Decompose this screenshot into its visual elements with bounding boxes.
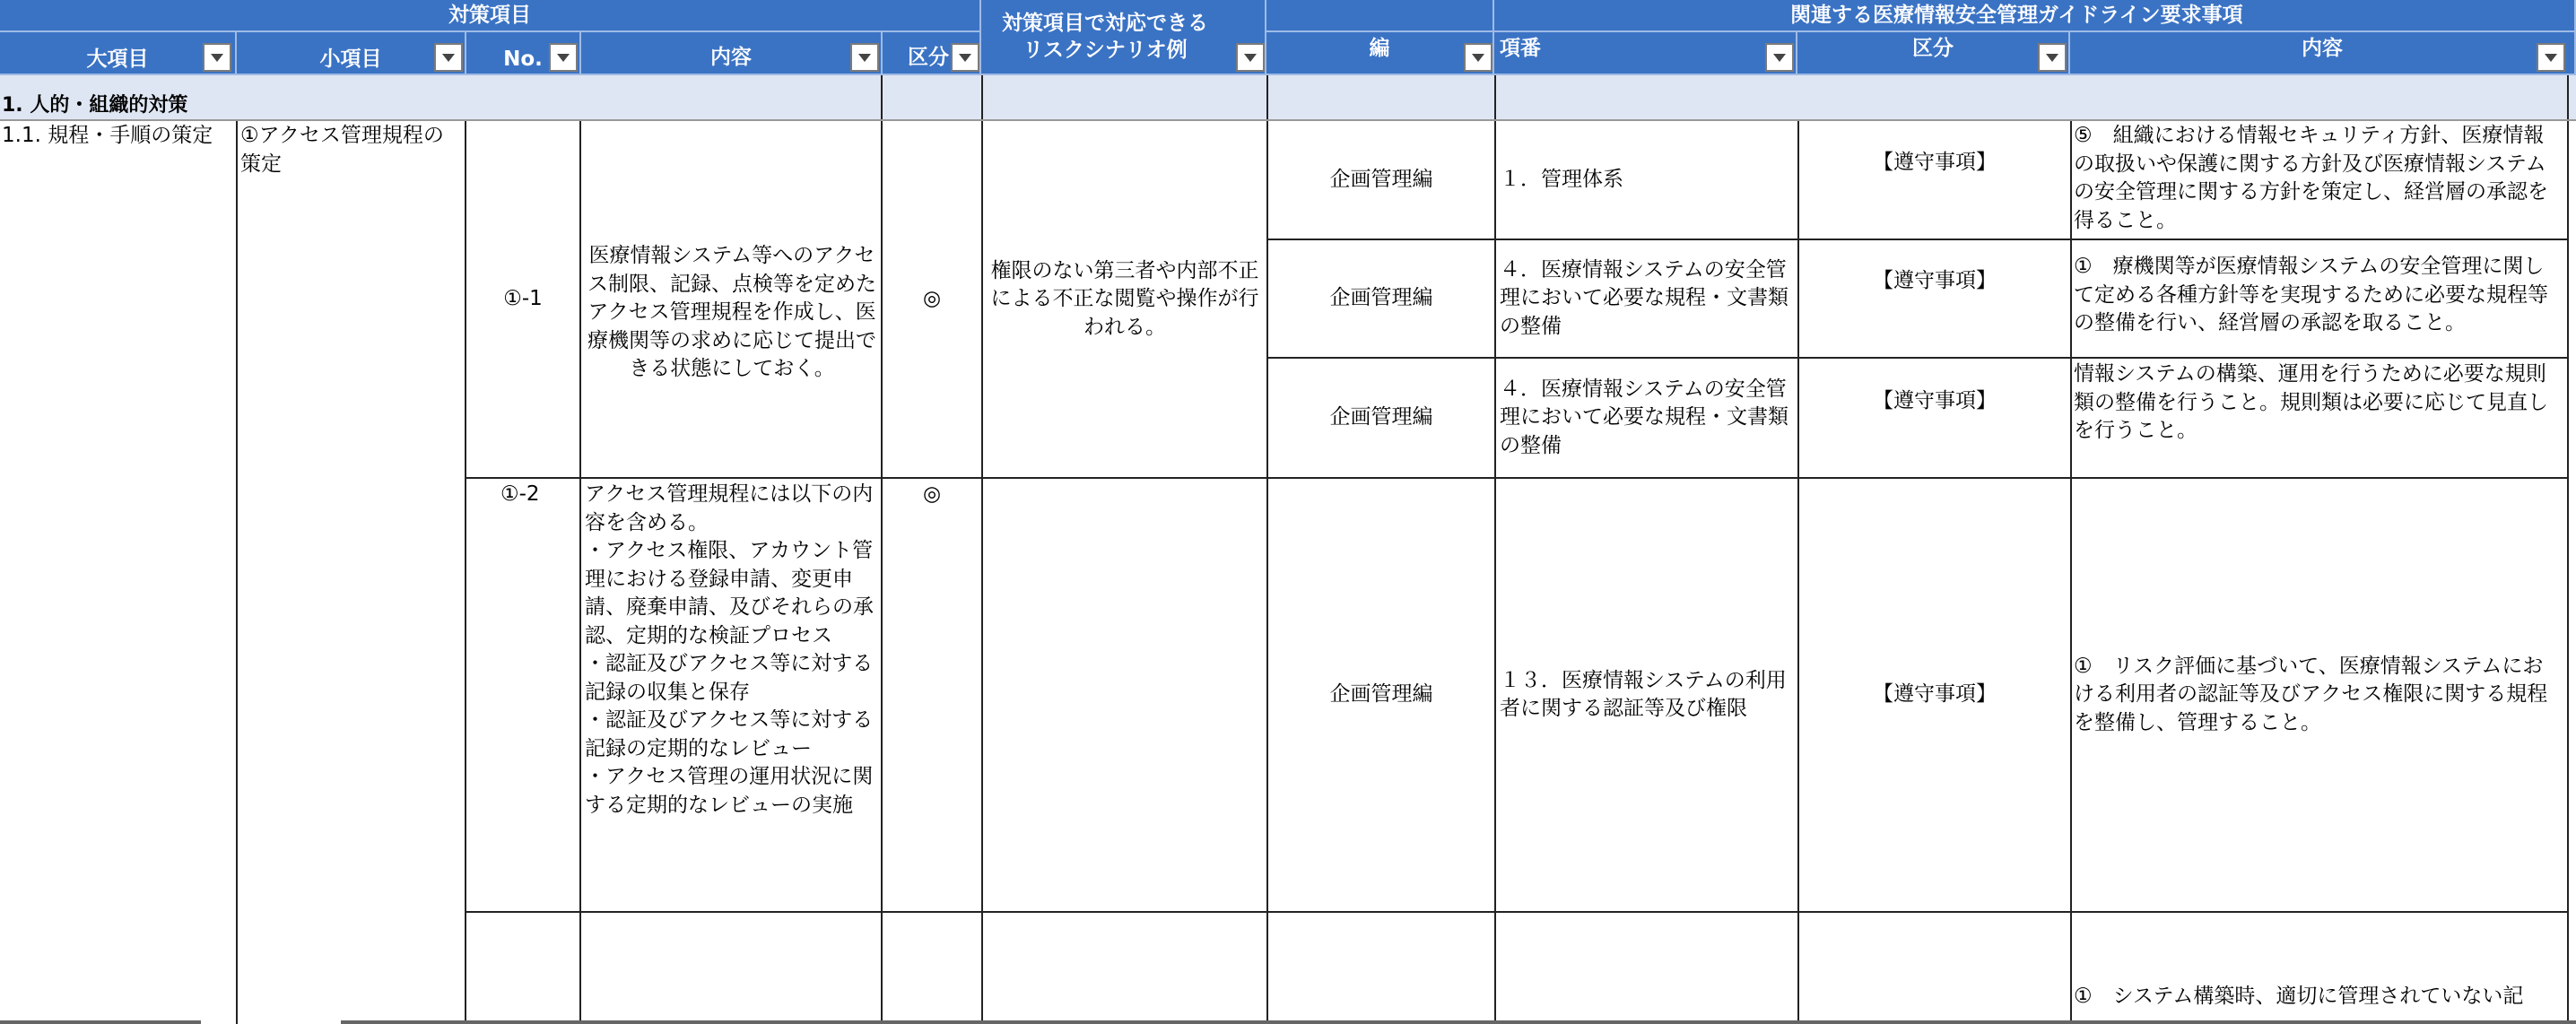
row1-g2-kubun (1799, 267, 2070, 296)
header-col-kubun2-label: 区分 (1912, 37, 1954, 60)
filter-risk-button[interactable] (1236, 43, 1265, 72)
row1-no (466, 122, 579, 477)
section-row (0, 75, 2576, 120)
row1-g1-hen-text: 企画管理編 (1329, 168, 1433, 192)
row1-g1-kubun (1799, 149, 2070, 178)
row1-g2-hen (1268, 240, 1494, 357)
filter-naiyo2-button[interactable] (2537, 43, 2565, 72)
row1-g2-hen-text: 企画管理編 (1329, 286, 1433, 310)
header-col-kubun-label: 区分 (908, 46, 949, 69)
grid-line (0, 1020, 201, 1024)
grid-line (2567, 75, 2569, 1024)
row1-g3-kubun (1799, 387, 2070, 416)
filter-koban-button[interactable] (1765, 43, 1794, 72)
row1-g1-hen (1268, 122, 1494, 239)
row1-g3-hen (1268, 359, 1494, 477)
row1-g1-kubun-text: 【遵守事項】 (1873, 151, 1997, 174)
row2-g1-koban-text: １３．医療情報システムの利用者に関する認証等及び権限 (1500, 668, 1787, 720)
header-col-koban (1494, 32, 1797, 75)
row1-g1-koban-text: １．管理体系 (1500, 168, 1623, 192)
header-col-no-label: No. (503, 48, 543, 71)
row1-g1-koban (1500, 122, 1796, 239)
grid-line (1494, 75, 1496, 1024)
daikomoku-cell: 1.1. 規程・手順の策定 (2, 124, 213, 147)
filter-daikomoku-button[interactable] (203, 43, 231, 72)
row1-no-text: ①-1 (503, 287, 543, 311)
row1-g2-kubun-text: 【遵守事項】 (1873, 269, 1997, 292)
header-group-guideline (1494, 0, 2576, 32)
grid-line (465, 911, 2567, 913)
header-col-hen (1266, 32, 1494, 75)
row1-kubun-text: ◎ (922, 287, 942, 311)
row1-naiyo (585, 122, 879, 477)
row1-kubun (883, 122, 981, 477)
row2-g1-naiyo-text: ① リスク評価に基づいて、医療情報システムにおける利用者の認証等及びアクセス権限に関する規程を整備し、管理すること。 (2074, 654, 2548, 734)
grid-line (2070, 120, 2072, 1024)
row3-naiyo-partial: ① システム構築時、適切に管理されていない記 (2074, 985, 2524, 1008)
filter-hen-button[interactable] (1464, 43, 1493, 72)
section-title: 1. 人的・組織的対策 (2, 94, 188, 117)
filter-kubun-button[interactable] (951, 43, 979, 72)
header-group-risk (981, 0, 1266, 75)
row1-g1-naiyo: ⑤ 組織における情報セキュリティ方針、医療情報の取扱いや保護に関する方針及び医療情報システムの安全管理に関する方針を策定し、経営層の承認を得ること。 (2074, 124, 2548, 232)
header-col-shokomoku (237, 32, 466, 75)
row1-g3-kubun-text: 【遵守事項】 (1873, 389, 1997, 412)
header-col-naiyo2 (2070, 32, 2576, 75)
row1-g3-koban-text: ４．医療情報システムの安全管理において必要な規程・文書類の整備 (1500, 377, 1788, 457)
grid-line (341, 1020, 2576, 1024)
row1-g2-koban (1500, 240, 1796, 357)
row2-kubun (883, 481, 981, 509)
filter-no-button[interactable] (549, 43, 578, 72)
shokomoku-cell: ①アクセス管理規程の策定 (240, 124, 444, 176)
row2-g1-naiyo (2074, 479, 2563, 911)
grid-line (0, 119, 2576, 121)
header-group-risk-label: 対策項目で対応できる リスクシナリオ例 (1002, 12, 1208, 62)
row1-risk (987, 122, 1263, 477)
header-group-guideline-label: 関連する医療情報安全管理ガイドライン要求事項 (1790, 4, 2243, 27)
header-col-daikomoku (0, 32, 237, 75)
header-col-kubun2 (1797, 32, 2070, 75)
row2-naiyo: アクセス管理規程には以下の内容を含める。 ・アクセス権限、アカウント管理における登録申請、変更申請、廃棄申請、及びそれらの承認、定期的な検証プロセス ・認証及びアクセス等に対する記録の収集と保存 ・認証及びアクセス等に対する記録の定期的なレビュー ・アクセス管理の運用状況に関する定期的なレビューの実施 (585, 482, 874, 817)
header-group-taisaku (0, 0, 981, 32)
grid-line (579, 120, 581, 1024)
filter-kubun2-button[interactable] (2038, 43, 2067, 72)
row2-kubun-text: ◎ (922, 482, 942, 506)
filter-naiyo-button[interactable] (850, 43, 879, 72)
row2-g1-kubun (1799, 479, 2070, 911)
row1-g3-naiyo: 情報システムの構築、運用を行うために必要な規則類の整備を行うこと。規則類は必要に応じて見直しを行うこと。 (2074, 362, 2548, 442)
row1-g2-koban-text: ４．医療情報システムの安全管理において必要な規程・文書類の整備 (1500, 257, 1788, 338)
header-col-shokomoku-label: 小項目 (319, 48, 382, 71)
row2-g1-koban (1500, 479, 1796, 911)
row1-g3-koban (1500, 359, 1796, 477)
row1-naiyo-text: 医療情報システム等へのアクセス制限、記録、点検等を定めたアクセス管理規程を作成し、医療機関等の求めに応じて提出できる状態にしておく。 (587, 244, 876, 381)
header-col-hen-label: 編 (1369, 37, 1390, 60)
header-col-koban-label: 項番 (1500, 37, 1541, 60)
row2-g1-hen-text: 企画管理編 (1329, 682, 1433, 707)
header-col-daikomoku-label: 大項目 (86, 48, 149, 71)
row1-g2-naiyo: ① 療機関等が医療情報システムの安全管理に関して定める各種方針等を実現するために必要な規程等の整備を行い、経営層の承認を取ること。 (2074, 255, 2548, 334)
filter-shokomoku-button[interactable] (434, 43, 463, 72)
header-col-naiyo2-label: 内容 (2302, 37, 2343, 60)
header-empty-hen-top (1266, 0, 1494, 32)
header-group-taisaku-label: 対策項目 (448, 4, 531, 27)
row1-risk-text: 権限のない第三者や内部不正による不正な閲覧や操作が行われる。 (990, 258, 1259, 339)
row2-g1-kubun-text: 【遵守事項】 (1873, 682, 1997, 707)
grid-line (236, 120, 238, 1024)
row2-no (500, 481, 579, 509)
row2-no-text: ①-2 (500, 482, 540, 506)
header-col-naiyo-label: 内容 (710, 46, 752, 69)
grid-line (981, 75, 983, 1024)
row2-g1-hen (1268, 479, 1494, 911)
row1-g3-hen-text: 企画管理編 (1329, 405, 1433, 430)
header-col-naiyo (581, 32, 883, 75)
